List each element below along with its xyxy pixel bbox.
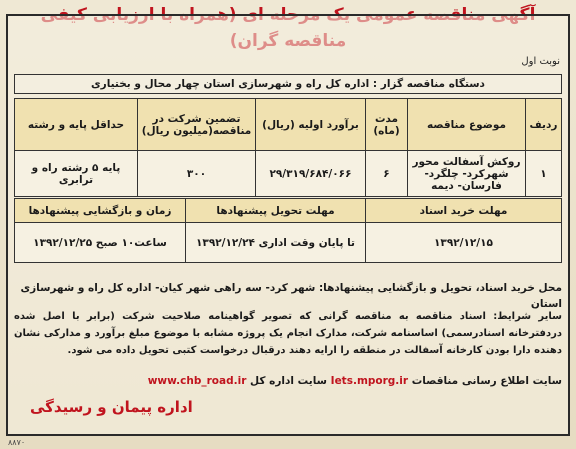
row-subject: روکش آسفالت محور شهرکرد- چلگرد- فارسان- دیمه <box>408 151 526 197</box>
tender-table-header <box>15 99 562 151</box>
table-row <box>15 151 562 197</box>
col-submission-deadline: مهلت تحویل پیشنهادها <box>186 199 366 223</box>
row-number: ۱ <box>526 151 562 197</box>
conditions-text: سایر شرایط: اسناد مناقصه به مناقصه گرانی که تصویر گواهینامه صلاحیت شرکت (برابر با اصل شده دردفترخانه اسنادرسمی) اساسنامه شرکت، مدارک انجام یک پروژه مشابه با موضوع مبلغ برآورد و مدارکی نشان دهنده دارا بودن کارخانه آسفالت در منطقه را ارایه دهند درقبال درخواست کتبی تحویل داده می شود. <box>14 311 562 356</box>
office-site-link[interactable]: www.chb_road.ir <box>147 375 247 387</box>
col-guarantee: تضمین شرکت در مناقصه(میلیون ریال) <box>138 99 256 151</box>
organizer-line: دستگاه مناقصه گزار : اداره کل راه و شهرسازی استان چهار محال و بختیاری <box>14 74 562 94</box>
round-label: نوبت اول <box>521 56 560 67</box>
footer-code: ۸۸۷۰ <box>8 438 26 447</box>
submission-deadline: تا پایان وقت اداری ۱۳۹۲/۱۲/۲۴ <box>186 223 366 263</box>
schedule-table-header <box>15 199 562 223</box>
col-duration: مدت (ماه) <box>366 99 408 151</box>
col-estimate: برآورد اولیه (ریال) <box>256 99 366 151</box>
websites-line <box>14 372 562 390</box>
tender-table <box>14 98 562 197</box>
col-purchase-deadline: مهلت خرید اسناد <box>366 199 562 223</box>
col-opening-time: زمان و بازگشایی پیشنهادها <box>15 199 186 223</box>
schedule-table <box>14 198 562 263</box>
table-row <box>15 223 562 263</box>
row-duration: ۶ <box>366 151 408 197</box>
tender-site-link[interactable]: Iets.mporg.ir <box>330 375 409 387</box>
row-estimate: ۲۹/۳۱۹/۶۸۴/۰۶۶ <box>256 151 366 197</box>
opening-time: ساعت۱۰ صبح ۱۳۹۲/۱۲/۲۵ <box>15 223 186 263</box>
row-grade: پایه ۵ رشته راه و ترابری <box>15 151 138 197</box>
sites-middle: سایت اداره کل <box>250 375 327 387</box>
col-row-number: ردیف <box>526 99 562 151</box>
row-guarantee: ۳۰۰ <box>138 151 256 197</box>
location-text: محل خرید اسناد، تحویل و بازگشایی پیشنهادها: شهر کرد- سه راهی شهر کیان- اداره کل راه و شهرسازی استان <box>20 282 562 310</box>
col-subject: موضوع مناقصه <box>408 99 526 151</box>
sites-prefix: سایت اطلاع رسانی مناقصات <box>411 375 562 387</box>
office-signature: اداره پیمان و رسیدگی <box>30 398 193 416</box>
col-grade: حداقل پایه و رشته <box>15 99 138 151</box>
purchase-deadline: ۱۳۹۲/۱۲/۱۵ <box>366 223 562 263</box>
